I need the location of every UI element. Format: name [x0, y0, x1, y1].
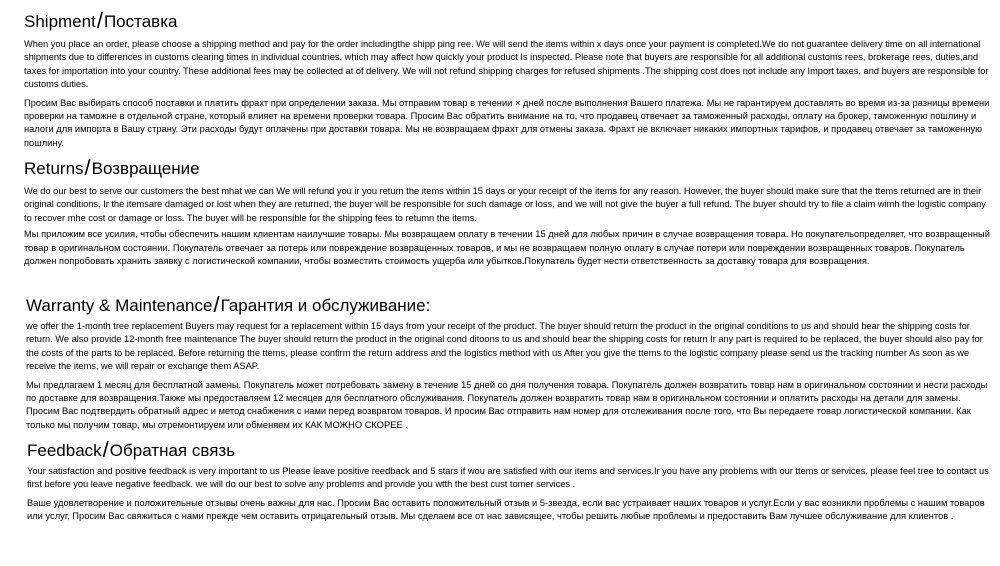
feedback-text-ru: Ваше удовлетворение и положительные отзывы очень важны для нас. Просим Вас оставить положительный отзыв и 5-звезда, если вас устраивает наших товаров и услуг.Если у вас возникли проблемы с нашим товаров или услуг, Просим Вас свяжиться с нами прежде чем оставить отрицательный отзыв. Мы сделаем все от нас зависящее, чтобы решить любые проблемы и предоставить Вам лучшее обслуживание для клиентов . [27, 497, 985, 522]
warranty-section [0, 294, 1000, 432]
warranty-text-en: we offer the 1-month tree replacement Buyers may request for a replacement within 15 days from your receipt of the product. The buyer should return the product in the original conditions to us and should bear the shipping costs for return. We also provide 12-month free maintenance The buyer should return the product in the original cond ditoons to us and should bear the shipping costs for return Ir any part is required to be replaced, the buyer should also pay for the costs of the parts to be replaced. Before returning the ttems, please confirm the return address and the logistics method with us After you give the ttems to the logistic company please send us the tracking number As soon as we receive the items, we will repair or exchange them ASAP. [26, 321, 983, 372]
heading-slash: / [102, 437, 109, 462]
shipment-title-en: Shipment [24, 12, 96, 31]
warranty-heading [26, 294, 1000, 316]
heading-slash: / [84, 155, 91, 180]
warranty-title-ru: Гарантия и обслуживание: [220, 296, 431, 315]
heading-slash: / [96, 8, 103, 33]
warranty-title-en: Warranty & Maintenance [26, 296, 213, 315]
feedback-heading [27, 439, 1000, 461]
feedback-text-en: Your satisfaction and positive feedback is very important to us Please leave positive reedback and 5 stars if wou are satisfied with our items and services.Ir you have any problems with our ttems or services, please feel tree to contact us first before you leave negative feedback. we will do our best to solve any problems and provide you wtth the best cust tomer services . [27, 466, 989, 490]
heading-slash: / [213, 292, 220, 317]
shipment-title-ru: Поставка [103, 12, 178, 31]
shipment-section [0, 10, 1000, 150]
shipment-heading [24, 10, 1000, 32]
returns-title-en: Returns [24, 159, 84, 178]
feedback-title-ru: Обратная связь [109, 441, 236, 460]
returns-text-en: We do our best to serve our customers the best mhat we can We will refund you ir you return the items within 15 days or your receipt of the items for any reason. However, the buyer should make sure that the ttems returned are in their original conditions, Ir the itemsare damaged or lost when they are returned, the buyer will be responsible for such damage or loss, and we will not give the buyer a full refund. The buyer should try to file a claim wimh the logistic company to recover mhe cost or damage or loss. The buyer will be responsible for the shipping fees to retumn the items. [24, 186, 986, 223]
returns-title-ru: Возвращение [91, 159, 200, 178]
shipment-text-en: When you place an order, please choose a shipping method and pay for the order includingthe shipp ping ree. We will send the items within x days once your payment is completed.We do not guarantee delivery time on all international shipments due to differences in customs clearing times in individual countries, which may affect how quickly your product Is inspected. Please note that buyers are responsible for all additional customs rees, brokerage rees, duties,and taxes for importation into your country. These additional fees may be collected at of delivery. We will not refund shipping charges for refused shipments .The shipping cost does not include any Import taxes, and buyers are responsible for customs duties. [24, 39, 989, 90]
shipment-text-ru: Просим Вас выбирать способ поставки и платить фрахт при определении заказа. Мы отправим товар в течении × дней после выполнения Вашего платежа. Мы не гарантируем доставлять во время из-за разницы времени проверки на таможне в отдельной стране, который влияет на времени проверки товара. Просим Вас обратить внимание на то, что продавец отвечает за таможенный расходы, оплату на брокер, таможенную пошлину и налоги для импорта в Вашу страну. Эти расходы будут оплачены при доставки товара. Мы не возвращаем фрахт для отмены заказа. Фрахт не включает никаких импортных тарифов, и продавец отвечает за таможенную пошлину. [24, 97, 990, 148]
feedback-title-en: Feedback [27, 441, 102, 460]
warranty-text-ru: Мы предлагаем 1 месяц для бесплатной замены. Покупатель может потребовать замену в течение 15 дней со дня получения товара. Покупатель должен возвратить товар нам в оригинальном состоянии и нести расходы по доставке для возвращения.Также мы предоставляем 12 месяцев для бесплатного обслуживания. Покупатель должен возвратить товар нам в оригинальном состоянии и оплатить расходы на детали для замены. Просим Вас подтвердить обратный адрес и метод снабжения с нами перед возвратом товаров. И просим Вас отправить нам номер для отслеживания после того, что Вы передаете товар логистической компании. Как только мы получим товар, мы отремонтируем или обменяем их КАК МОЖНО СКОРЕЕ . [26, 379, 988, 430]
returns-heading [24, 157, 1000, 179]
feedback-section [0, 439, 1000, 524]
returns-text-ru: Мы приложим все усилия, чтобы обеспечить нашим клиентам наилучшие товары. Мы возвращаем оплату в течении 15 дней для любых причин в случае возвращения товара. Но покупательопределяет, что возвращенный товар в оригинальном состоянии. Покупатель отвечает за потерь или повреждение возвращенных товаров, и мы не возвращаем полную оплату в случае потери или повреждении возвращенных товаров. Покупатель должен попробовать хранить заявку с логистической компании, чтобы возместить стоимость ущерба или убытков.Покупатель будет нести ответственность за доставку товара для возвращения. [24, 229, 990, 267]
returns-section [0, 157, 1000, 268]
